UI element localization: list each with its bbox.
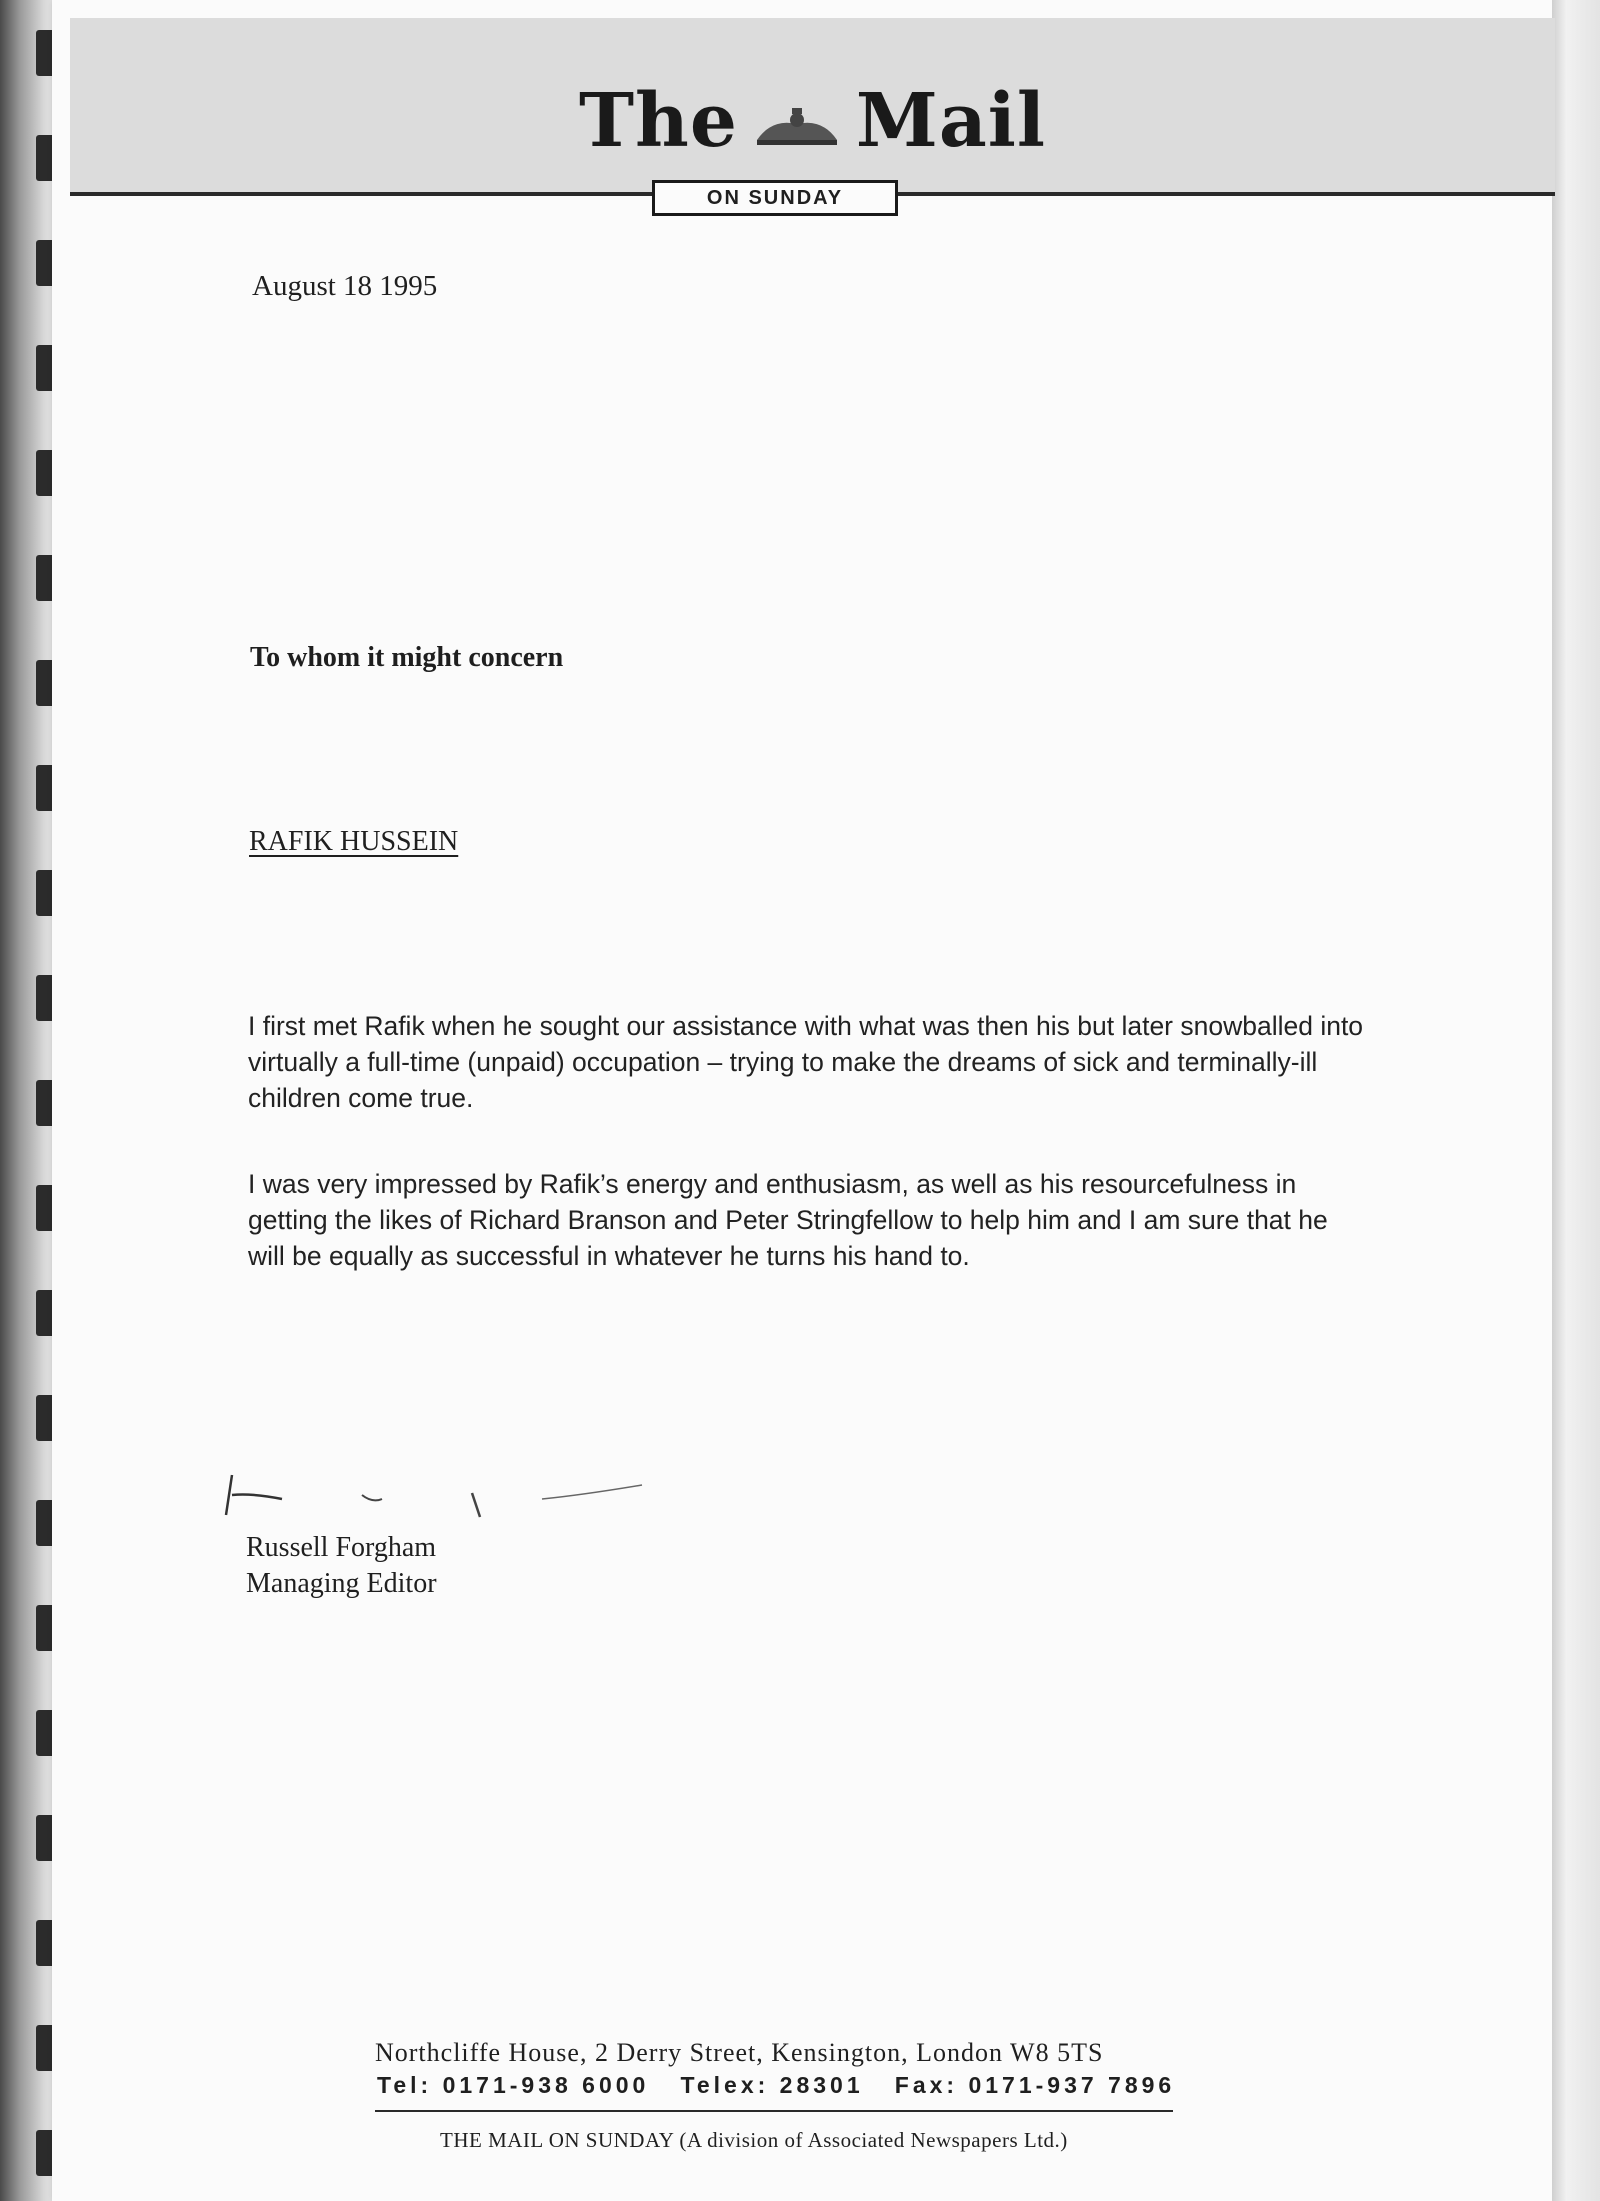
footer-contacts: Tel: 0171-938 6000 Telex: 28301 Fax: 0171-937 7896 — [377, 2072, 1176, 2098]
handwritten-signature — [222, 1455, 662, 1525]
signer-title: Managing Editor — [246, 1568, 437, 1599]
footer-rule — [375, 2110, 1173, 2112]
signer-name: Russell Forgham — [246, 1532, 437, 1563]
page-edge — [1552, 0, 1600, 2201]
body-paragraph: I was very impressed by Rafik’s energy and enthusiasm, as well as his resourcefulness in getting the likes of Richard Branson and Peter Stringfellow to help him and I am sure that he will be equally as successful in whatever he turns his hand to. — [248, 1169, 1328, 1271]
footer-address: Northcliffe House, 2 Derry Street, Kensington, London W8 5TS — [375, 2038, 1104, 2067]
footer-company: THE MAIL ON SUNDAY (A division of Associated Newspapers Ltd.) — [440, 2128, 1068, 2152]
salutation: To whom it might concern — [250, 642, 564, 673]
crest-icon — [752, 106, 842, 148]
masthead-logo — [70, 78, 1555, 164]
masthead-subtitle: ON SUNDAY — [652, 180, 898, 216]
letter-date: August 18 1995 — [252, 270, 438, 302]
subject-line: RAFIK HUSSEIN — [249, 826, 459, 857]
logo-word-mail: Mail — [855, 78, 1047, 164]
logo-word-the: The — [578, 78, 738, 164]
body-paragraph: I first met Rafik when he sought our assistance with what was then his but later snowballed into virtually a full-time (unpaid) occupation – trying to make the dreams of sick and terminally-ill children come true. — [248, 1011, 1364, 1113]
